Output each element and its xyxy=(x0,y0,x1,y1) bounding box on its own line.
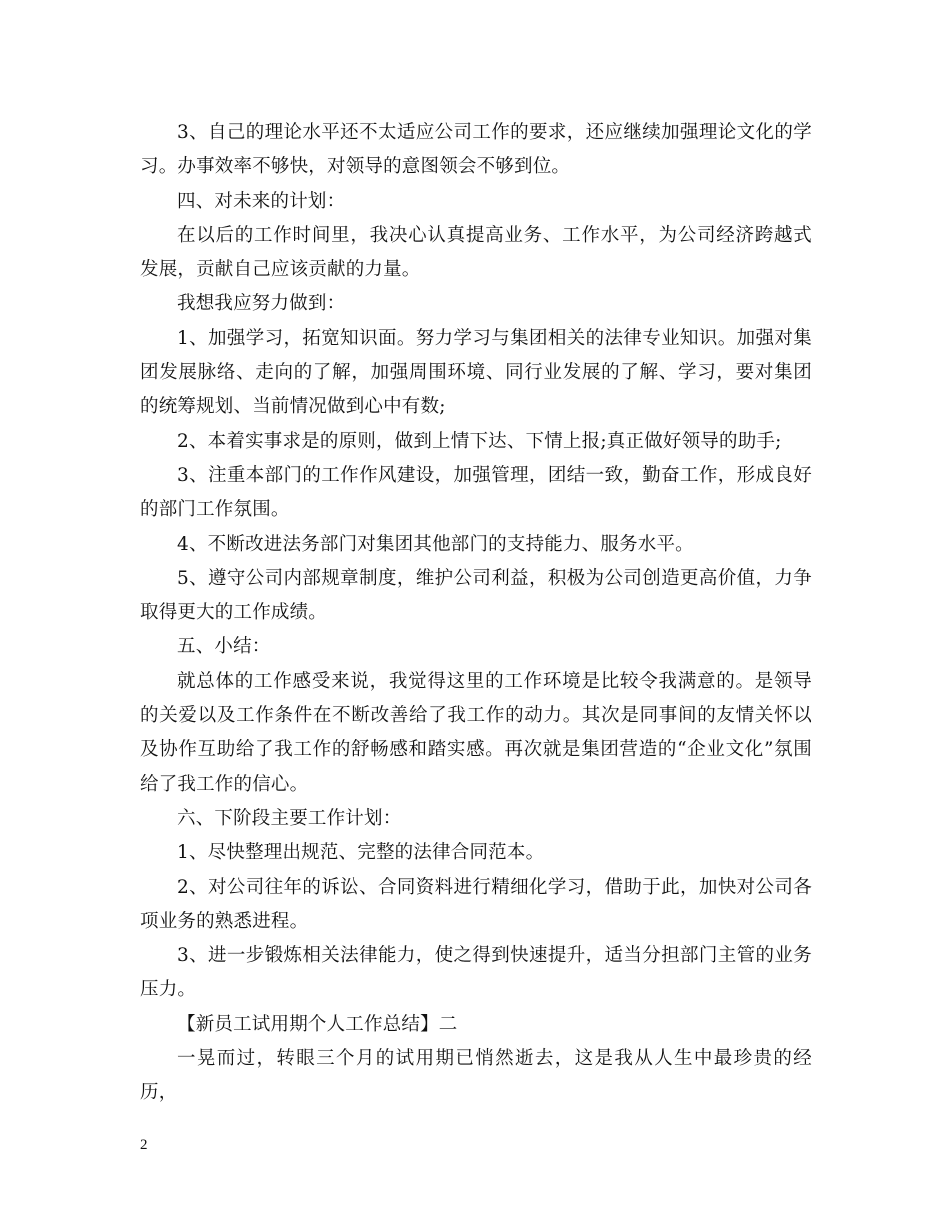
paragraph-summary: 就总体的工作感受来说，我觉得这里的工作环境是比较令我满意的。是领导的关爱以及工作条件在不断改善给了我工作的动力。其次是同事间的友情关怀以及协作互助给了我工作的舒畅感和踏实感。再次就是集团营造的“企业文化”氛围给了我工作的信心。 xyxy=(140,670,812,795)
paragraph-goal-5: 5、遵守公司内部规章制度，维护公司利益，积极为公司创造更高价值，力争取得更大的工作成绩。 xyxy=(140,567,812,624)
document-body xyxy=(140,116,812,1111)
heading-future-plan: 四、对未来的计划： xyxy=(177,190,346,212)
paragraph-plan-3: 3、进一步锻炼相关法律能力，使之得到快速提升，适当分担部门主管的业务压力。 xyxy=(140,945,812,1001)
paragraph-part-two-opening: 一晃而过，转眼三个月的试用期已悄然逝去，这是我从人生中最珍贵的经历， xyxy=(140,1048,812,1104)
page-number: 2 xyxy=(140,1137,148,1153)
paragraph-work-resolution: 在以后的工作时间里，我决心认真提高业务、工作水平，为公司经济跨越式发展，贡献自己应该贡献的力量。 xyxy=(140,224,812,281)
heading-next-stage-plan: 六、下阶段主要工作计划： xyxy=(177,807,402,829)
paragraph-theory-level: 3、自己的理论水平还不太适应公司工作的要求，还应继续加强理论文化的学习。办事效率不够快，对领导的意图领会不够到位。 xyxy=(140,122,812,178)
paragraph-goal-4: 4、不断改进法务部门对集团其他部门的支持能力、服务水平。 xyxy=(177,533,694,555)
paragraph-goals-intro: 我想我应努力做到： xyxy=(177,293,346,315)
paragraph-plan-2: 2、对公司往年的诉讼、合同资料进行精细化学习，借助于此，加快对公司各项业务的熟悉进程。 xyxy=(140,876,812,932)
paragraph-goal-1: 1、加强学习，拓宽知识面。努力学习与集团相关的法律专业知识。加强对集团发展脉络、走向的了解，加强周围环境、同行业发展的了解、学习，要对集团的统筹规划、当前情况做到心中有数; xyxy=(140,327,812,418)
section-title-part-two: 【新员工试用期个人工作总结】二 xyxy=(177,1013,458,1035)
paragraph-goal-3: 3、注重本部门的工作作风建设，加强管理，团结一致，勤奋工作，形成良好的部门工作氛围。 xyxy=(140,464,812,521)
heading-summary: 五、小结： xyxy=(177,636,271,658)
paragraph-goal-2: 2、本着实事求是的原则，做到上情下达、下情上报;真正做好领导的助手; xyxy=(177,430,782,452)
paragraph-plan-1: 1、尽快整理出规范、完整的法律合同范本。 xyxy=(177,842,545,864)
